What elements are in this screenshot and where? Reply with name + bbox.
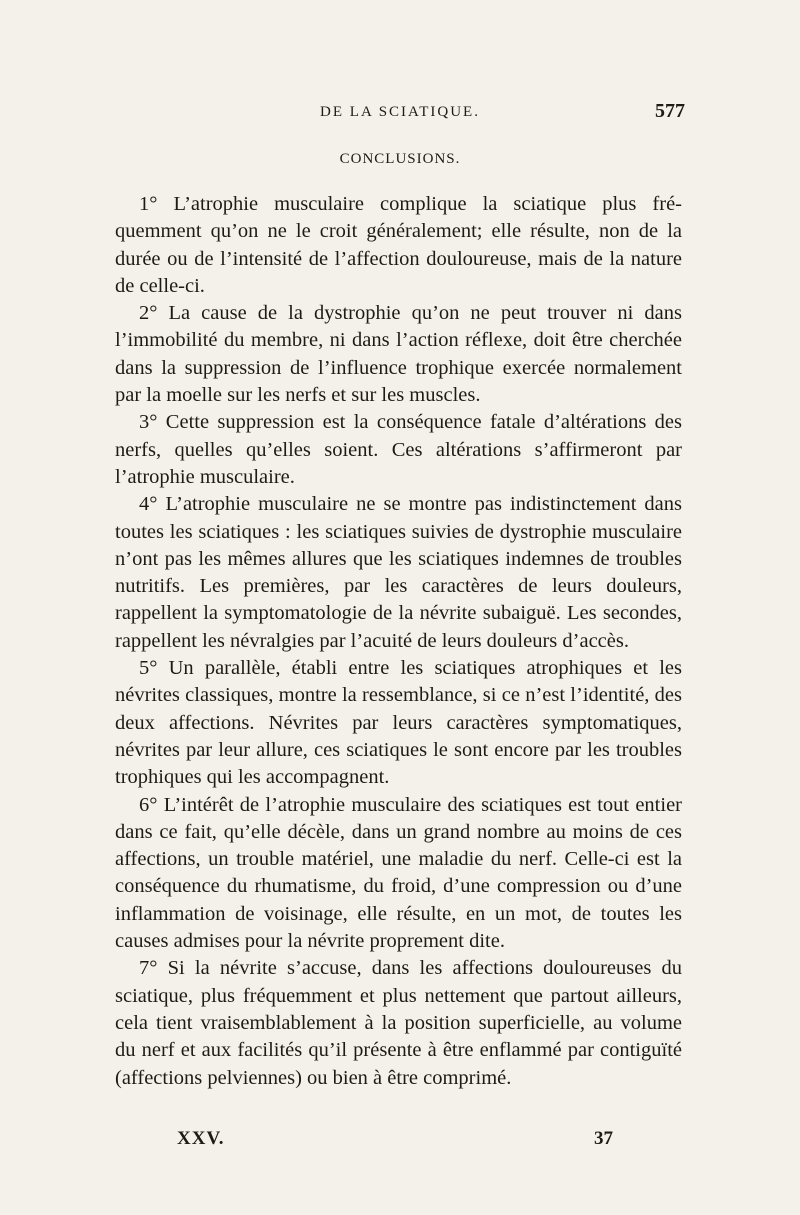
folio-number: 37 [594,1128,613,1149]
running-head [115,100,685,130]
conclusion-paragraph-3: 3° Cette suppression est la conséquence fatale d’altérations des nerfs, quelles qu’elles soient. Ces altérations s’affirmeront par l’atrophie musculaire. [115,411,682,488]
conclusion-paragraph-6: 6° L’intérêt de l’atrophie musculaire des sciatiques est tout entier dans ce fait, qu’elle décèle, dans un grand nombre au moins de ces affections, un trouble matériel, une maladie du nerf. Celle-ci est la conséquence du rhumatisme, du froid, d’une compression ou d’une inflammation de voisinage, elle résulte, en un mot, de toutes les causes admises pour la névrite proprement dite. [115,793,682,953]
signature-mark: XXV. [177,1128,225,1149]
page-number: 577 [655,100,685,122]
conclusion-paragraph-1: 1° L’atrophie musculaire complique la sciatique plus fréquemment qu’on ne le croit généralement; elle résulte, non de la durée ou de l’intensité de l’affection douloureuse, mais de la nature de celle-ci. [115,193,682,297]
running-title: DE LA SCIATIQUE. [320,104,480,120]
body-text [115,191,682,1092]
conclusion-paragraph-7: 7° Si la névrite s’accuse, dans les affections douloureuses du sciatique, plus fréquemment et plus nettement que partout ailleurs, cela tient vraisemblablement à la position superficielle, au volume du nerf et aux facilités qu’il présente à être enflammé par contiguïté (affections pelviennes) ou bien à être comprimé. [115,957,682,1089]
page-footer [115,1128,685,1158]
conclusion-paragraph-5: 5° Un parallèle, établi entre les sciatiques atrophiques et les névrites classiques, montre la ressemblance, si ce n’est l’identité, des deux affections. Névrites par leurs caractères symptomatiques, névrites par leur allure, ces sciatiques le sont encore par les troubles trophiques qui les accompagnent. [115,657,682,789]
section-title: CONCLUSIONS. [339,151,461,167]
conclusion-paragraph-4: 4° L’atrophie musculaire ne se montre pas indistinctement dans toutes les sciatiques : les sciatiques suivies de dystrophie musculaire n’ont pas les mêmes allures que les sciatiques indemnes de troubles nutritifs. Les premières, par les caractères de leurs douleurs, rappellent la symptomatologie de la névrite subaiguë. Les secondes, rappellent les névralgies par l’acuité de leurs douleurs d’accès. [115,493,682,652]
conclusion-paragraph-2: 2° La cause de la dystrophie qu’on ne peut trouver ni dans l’immobilité du membre, ni dans l’action réflexe, doit être cherchée dans la suppression de l’influence trophique exercée normalement par la moelle sur les nerfs et sur les muscles. [115,302,682,407]
